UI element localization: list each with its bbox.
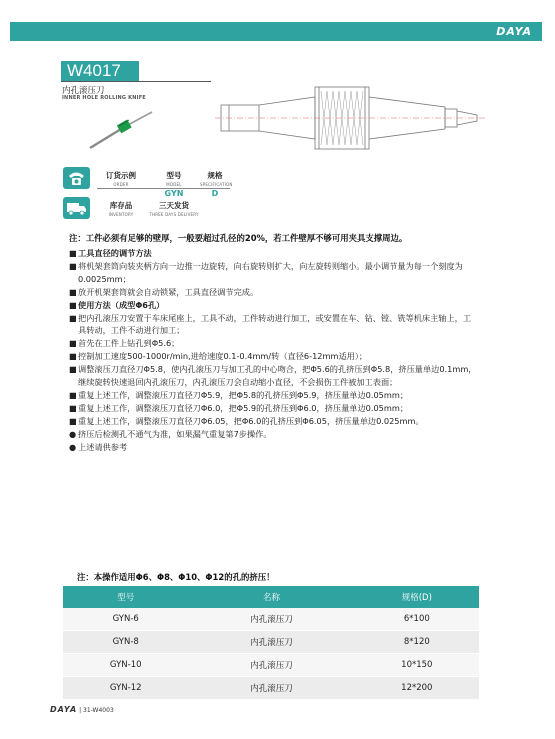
bullet-icon: ● <box>69 441 77 452</box>
bullet-icon: ■ <box>69 299 77 310</box>
instruction-text: 把内孔滚压刀安置于车床尾座上，工具不动，工件转动进行加工，或安置在车、钻、镗、铣等机床主轴上，工具转动，工件不动进行加工； <box>78 312 472 336</box>
cell-name: 内孔滚压刀 <box>188 654 354 677</box>
bullet-icon: ● <box>69 428 77 439</box>
brand-logo: DAYA <box>496 25 532 38</box>
spec-header: 规格 SPECIFICATION <box>200 171 233 187</box>
table-row <box>63 677 479 700</box>
inventory-label: 库存品 INVENTORY <box>108 201 134 217</box>
instruction-text: 重复上述工作，调整滚压刀直径刀Φ6.0，把Φ5.9的孔挤压到Φ6.0，挤压量单边0.05mm； <box>78 402 409 413</box>
instruction-line <box>69 337 479 350</box>
wall-thickness-note: 注：工件必须有足够的壁厚，一般要超过孔径的20%，若工件壁厚不够可用夹具支撑周边。 <box>69 233 408 243</box>
spec-table <box>63 586 479 700</box>
bullet-icon: ■ <box>69 415 77 426</box>
instruction-line <box>69 299 479 312</box>
page-code: 31-W4003 <box>83 707 114 714</box>
bullet-icon: ■ <box>69 389 77 400</box>
cell-spec: 6*100 <box>355 608 479 631</box>
cell-spec: 8*120 <box>355 631 479 654</box>
table-row <box>63 654 479 677</box>
cell-name: 内孔滚压刀 <box>188 608 354 631</box>
instruction-text: 重复上述工作，调整滚压刀直径刀Φ5.9，把Φ5.8的孔挤压到Φ5.9，挤压量单边0.05mm； <box>78 389 409 400</box>
col-model: 型号 <box>63 586 188 608</box>
cell-spec: 12*200 <box>355 677 479 700</box>
cell-model: GYN-12 <box>63 677 188 700</box>
cell-spec: 10*150 <box>355 654 479 677</box>
instruction-line <box>69 441 479 454</box>
bullet-icon: ■ <box>69 248 77 258</box>
instruction-line <box>69 363 479 389</box>
bullet-icon: ■ <box>69 351 77 362</box>
footer-brand: DAYA <box>50 705 78 714</box>
bullet-icon: ■ <box>69 402 77 413</box>
instruction-line <box>69 402 479 415</box>
order-example: 订货示例 ORDER <box>106 171 136 187</box>
instruction-line <box>69 350 479 363</box>
instruction-line <box>69 415 479 428</box>
truck-icon <box>63 197 90 219</box>
cell-name: 内孔滚压刀 <box>188 677 354 700</box>
product-name-en: INNER HOLE ROLLING KNIFE <box>62 95 146 101</box>
applicable-note: 注：本操作适用Φ6、Φ8、Φ10、Φ12的孔的挤压！ <box>77 572 275 582</box>
instruction-text: 重复上述工作，调整滚压刀直径刀Φ6.05，把Φ6.0的孔挤压到Φ6.05，挤压量单边0.025mm。 <box>78 415 424 426</box>
table-header-row <box>63 586 479 608</box>
instruction-text: 挤压后检测孔不通气为准，如果漏气重复第7步操作。 <box>78 428 272 439</box>
cell-model: GYN-6 <box>63 608 188 631</box>
instruction-text: 工具直径的调节方法 <box>78 248 152 258</box>
instructions <box>69 247 479 454</box>
instruction-text: 调整滚压刀直径刀Φ5.8，使内孔滚压刀与加工孔的中心吻合，把Φ5.6的孔挤压到Φ5.8，挤压量单边0.1mm，继续旋转快速退回内孔滚压刀，内孔滚压刀会自动缩小直径，不会损伤工件被加工表面； <box>78 364 477 388</box>
instruction-line <box>69 389 479 402</box>
cell-model: GYN-8 <box>63 631 188 654</box>
product-name-cn: 内孔滚压刀 <box>62 86 105 96</box>
bullet-icon: ■ <box>69 338 77 349</box>
header-bar <box>10 22 542 41</box>
instruction-line <box>69 286 479 299</box>
instruction-text: 首先在工件上钻孔到Φ5.6； <box>78 338 180 349</box>
tool-drawing <box>215 75 490 170</box>
bullet-icon: ■ <box>69 364 77 375</box>
table-row <box>63 631 479 654</box>
instruction-line <box>69 312 479 338</box>
bullet-icon: ■ <box>69 286 77 297</box>
instruction-text: 控制加工速度500-1000r/min,进给速度0.1-0.4mm/转（直径6-12mm适用）； <box>78 351 368 362</box>
spec-value: D <box>211 189 219 198</box>
table-row <box>63 608 479 631</box>
delivery-label: 三天发货 THREE DAYS DELIVERY <box>149 201 199 217</box>
cell-name: 内孔滚压刀 <box>188 631 354 654</box>
bullet-icon: ■ <box>69 260 77 271</box>
model-header: 型号 MODEL <box>166 171 182 187</box>
bullet-icon: ■ <box>69 312 77 323</box>
instruction-line <box>69 260 479 286</box>
model-badge: W4017 <box>61 61 139 81</box>
instruction-text: 将机架套筒向装夹柄方向一边推一边旋转，向右旋转则扩大，向左旋转则缩小。最小调节量为每一个刻度为0.0025mm； <box>78 260 463 284</box>
instruction-text: 使用方法（成型Φ6孔） <box>78 299 165 310</box>
divider <box>61 81 211 82</box>
instruction-text: 上述请供参考 <box>78 441 128 452</box>
instruction-text: 放开机架套筒就会自动锁紧，工具直径调节完成。 <box>78 286 259 297</box>
tool-photo-small <box>86 106 156 152</box>
footer: DAYA | 31-W4003 <box>50 705 114 714</box>
col-spec: 规格(D) <box>355 586 479 608</box>
instruction-line <box>69 428 479 441</box>
instruction-line <box>69 247 479 260</box>
model-value: GYN <box>164 189 184 198</box>
phone-icon <box>63 167 90 189</box>
col-name: 名称 <box>188 586 354 608</box>
cell-model: GYN-10 <box>63 654 188 677</box>
